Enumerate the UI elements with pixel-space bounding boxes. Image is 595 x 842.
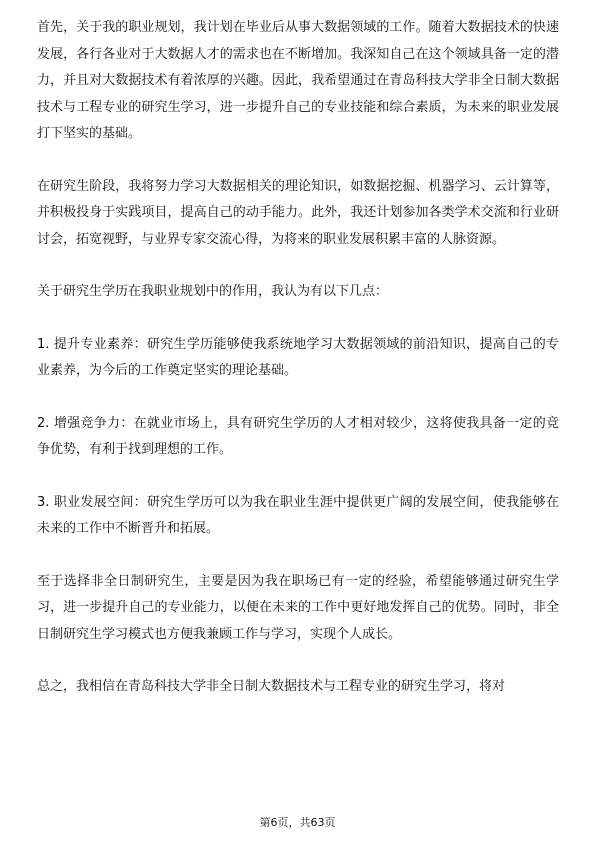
paragraph-role-intro: 关于研究生学历在我职业规划中的作用，我认为有以下几点：: [37, 284, 389, 299]
document-body: [37, 15, 559, 727]
page-number: 第6页，共63页: [259, 816, 336, 829]
list-item-competitiveness: 2. 增强竞争力：在就业市场上，具有研究生学历的人才相对较少，这将使我具备一定的竞争优势，有利于找到理想的工作。: [37, 415, 559, 457]
list-item-professional: 1. 提升专业素养：研究生学历能够使我系统地学习大数据领域的前沿知识，提高自己的专业素养，为今后的工作奠定坚实的理论基础。: [37, 336, 559, 378]
paragraph-conclusion: 总之，我相信在青岛科技大学非全日制大数据技术与工程专业的研究生学习，将对: [37, 679, 506, 694]
paragraph-career-plan: 首先，关于我的职业规划，我计划在毕业后从事大数据领域的工作。随着大数据技术的快速发展，各行各业对于大数据人才的需求也在不断增加。我深知自己在这个领域具备一定的潜力，并且对大数据技术有着浓厚的兴趣。因此，我希望通过在青岛科技大学非全日制大数据技术与工程专业的研究生学习，进一步提升自己的专业技能和综合素质，为未来的职业发展打下坚实的基础。: [37, 20, 559, 141]
list-item-career-space: 3. 职业发展空间：研究生学历可以为我在职业生涯中提供更广阔的发展空间，使我能够在未来的工作中不断晋升和拓展。: [37, 494, 559, 536]
paragraph-graduate-study: 在研究生阶段，我将努力学习大数据相关的理论知识，如数据挖掘、机器学习、云计算等，并积极投身于实践项目，提高自己的动手能力。此外，我还计划参加各类学术交流和行业研讨会，拓宽视野，与业界专家交流心得，为将来的职业发展积累丰富的人脉资源。: [37, 178, 559, 247]
paragraph-part-time-reason: 至于选择非全日制研究生，主要是因为我在职场已有一定的经验，希望能够通过研究生学习，进一步提升自己的专业能力，以便在未来的工作中更好地发挥自己的优势。同时，非全日制研究生学习模式也方便我兼顾工作与学习，实现个人成长。: [37, 573, 559, 642]
